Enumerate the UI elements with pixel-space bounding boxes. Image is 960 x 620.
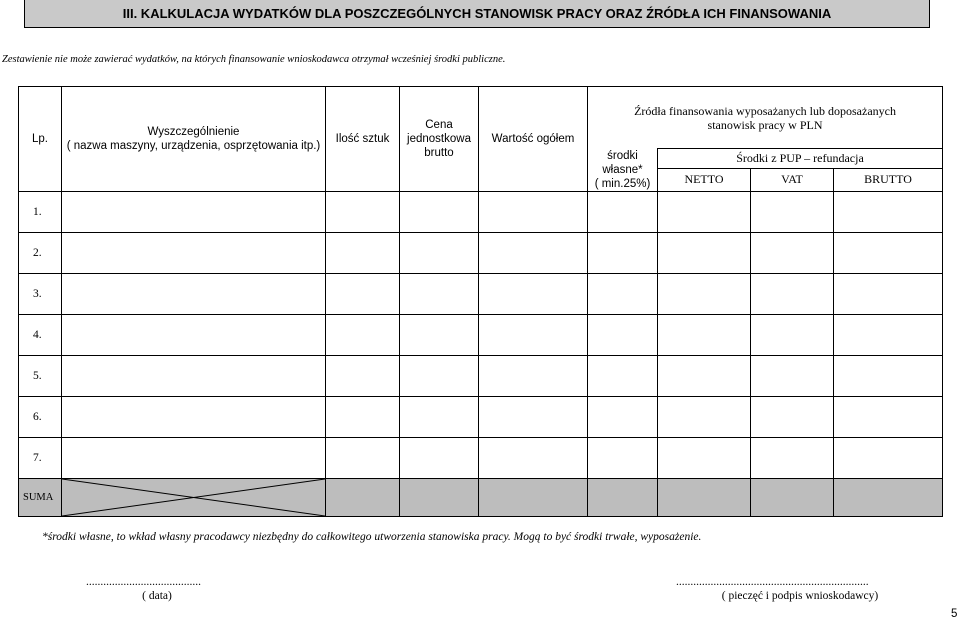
cell-quantity[interactable] bbox=[326, 314, 400, 355]
cell-own-funds[interactable] bbox=[588, 314, 658, 355]
cell-own-funds[interactable] bbox=[588, 396, 658, 437]
date-signature-field[interactable] bbox=[86, 575, 228, 603]
date-label: ( data) bbox=[142, 590, 172, 602]
cell-quantity[interactable] bbox=[326, 273, 400, 314]
sum-row bbox=[19, 478, 943, 516]
table-row bbox=[19, 437, 943, 478]
table-row bbox=[19, 191, 943, 232]
header-total-value: Wartość ogółem bbox=[479, 87, 588, 192]
cell-netto[interactable] bbox=[658, 232, 751, 273]
row-number: 1. bbox=[19, 191, 62, 232]
header-quantity: Ilość sztuk bbox=[326, 87, 400, 192]
cell-total-value[interactable] bbox=[479, 396, 588, 437]
sum-cell-total-value[interactable] bbox=[479, 478, 588, 516]
cell-unit-price[interactable] bbox=[400, 273, 479, 314]
cell-description[interactable] bbox=[62, 437, 326, 478]
cell-own-funds[interactable] bbox=[588, 273, 658, 314]
cell-quantity[interactable] bbox=[326, 191, 400, 232]
cell-unit-price[interactable] bbox=[400, 314, 479, 355]
header-lp: Lp. bbox=[19, 87, 62, 192]
row-number: 5. bbox=[19, 355, 62, 396]
cell-netto[interactable] bbox=[658, 355, 751, 396]
calculation-table bbox=[18, 86, 943, 517]
cross-out-mark bbox=[62, 479, 325, 516]
cell-brutto[interactable] bbox=[834, 396, 943, 437]
sum-cell-brutto[interactable] bbox=[834, 478, 943, 516]
cell-description[interactable] bbox=[62, 355, 326, 396]
header-row-1 bbox=[19, 87, 943, 149]
cell-description[interactable] bbox=[62, 396, 326, 437]
date-dotted-line: ........................................ bbox=[86, 576, 201, 588]
cell-own-funds[interactable] bbox=[588, 191, 658, 232]
cell-vat[interactable] bbox=[751, 273, 834, 314]
cell-description[interactable] bbox=[62, 232, 326, 273]
cell-vat[interactable] bbox=[751, 314, 834, 355]
stamp-label: ( pieczęć i podpis wnioskodawcy) bbox=[721, 590, 879, 602]
header-unit-price: Cena jednostkowa brutto bbox=[400, 87, 479, 192]
stamp-dotted-line: ................................................................... bbox=[676, 576, 869, 588]
cell-own-funds[interactable] bbox=[588, 232, 658, 273]
cell-description[interactable] bbox=[62, 314, 326, 355]
cell-quantity[interactable] bbox=[326, 396, 400, 437]
sum-cell-netto[interactable] bbox=[658, 478, 751, 516]
cell-vat[interactable] bbox=[751, 355, 834, 396]
cell-description[interactable] bbox=[62, 273, 326, 314]
cell-vat[interactable] bbox=[751, 396, 834, 437]
cell-total-value[interactable] bbox=[479, 191, 588, 232]
table-row bbox=[19, 396, 943, 437]
row-number: 2. bbox=[19, 232, 62, 273]
cell-quantity[interactable] bbox=[326, 355, 400, 396]
sum-label: SUMA bbox=[19, 478, 62, 516]
cell-vat[interactable] bbox=[751, 232, 834, 273]
cell-own-funds[interactable] bbox=[588, 437, 658, 478]
table-row bbox=[19, 314, 943, 355]
cell-brutto[interactable] bbox=[834, 355, 943, 396]
cell-total-value[interactable] bbox=[479, 437, 588, 478]
cell-unit-price[interactable] bbox=[400, 396, 479, 437]
sum-cell-quantity[interactable] bbox=[326, 478, 400, 516]
cell-netto[interactable] bbox=[658, 396, 751, 437]
header-pup-refund: Środki z PUP – refundacja bbox=[658, 149, 943, 169]
row-number: 4. bbox=[19, 314, 62, 355]
own-funds-footnote: *środki własne, to wkład własny pracodawcy niezbędny do całkowitego utworzenia stanowiska pracy. Mogą to być środki trwałe, wyposażenie. bbox=[42, 531, 702, 543]
cell-netto[interactable] bbox=[658, 314, 751, 355]
header-vat: VAT bbox=[751, 169, 834, 191]
cell-total-value[interactable] bbox=[479, 273, 588, 314]
cell-netto[interactable] bbox=[658, 273, 751, 314]
table-row bbox=[19, 232, 943, 273]
header-funding-sources: Źródła finansowania wyposażanych lub doposażanych stanowisk pracy w PLN bbox=[588, 87, 943, 149]
header-own-funds: środki własne* ( min.25%) bbox=[588, 149, 658, 192]
row-number: 3. bbox=[19, 273, 62, 314]
cell-total-value[interactable] bbox=[479, 314, 588, 355]
row-number: 7. bbox=[19, 437, 62, 478]
section-title: III. KALKULACJA WYDATKÓW DLA POSZCZEGÓLNYCH STANOWISK PRACY ORAZ ŹRÓDŁA ICH FINANSOWANIA bbox=[24, 0, 930, 28]
cell-vat[interactable] bbox=[751, 191, 834, 232]
cell-unit-price[interactable] bbox=[400, 191, 479, 232]
eligibility-note: Zestawienie nie może zawierać wydatków, na których finansowanie wnioskodawca otrzymał wcześniej środki publiczne. bbox=[2, 54, 506, 65]
sum-cell-vat[interactable] bbox=[751, 478, 834, 516]
table-row bbox=[19, 273, 943, 314]
cell-netto[interactable] bbox=[658, 437, 751, 478]
cell-unit-price[interactable] bbox=[400, 437, 479, 478]
cell-brutto[interactable] bbox=[834, 191, 943, 232]
cell-unit-price[interactable] bbox=[400, 355, 479, 396]
cell-total-value[interactable] bbox=[479, 232, 588, 273]
cell-description[interactable] bbox=[62, 191, 326, 232]
header-netto: NETTO bbox=[658, 169, 751, 191]
row-number: 6. bbox=[19, 396, 62, 437]
calculation-table-wrapper bbox=[18, 86, 942, 517]
cell-total-value[interactable] bbox=[479, 355, 588, 396]
header-description: Wyszczególnienie ( nazwa maszyny, urządzenia, osprzętowania itp.) bbox=[62, 87, 326, 192]
cell-own-funds[interactable] bbox=[588, 355, 658, 396]
cell-brutto[interactable] bbox=[834, 273, 943, 314]
sum-cell-unit-price[interactable] bbox=[400, 478, 479, 516]
cell-quantity[interactable] bbox=[326, 232, 400, 273]
sum-cell-crossed-description bbox=[62, 478, 326, 516]
page-number: 5 bbox=[951, 608, 958, 620]
table-row bbox=[19, 355, 943, 396]
cell-quantity[interactable] bbox=[326, 437, 400, 478]
cell-brutto[interactable] bbox=[834, 314, 943, 355]
cell-unit-price[interactable] bbox=[400, 232, 479, 273]
cell-brutto[interactable] bbox=[834, 437, 943, 478]
cell-vat[interactable] bbox=[751, 437, 834, 478]
sum-cell-own-funds[interactable] bbox=[588, 478, 658, 516]
stamp-signature-field[interactable] bbox=[676, 575, 924, 603]
header-brutto: BRUTTO bbox=[834, 169, 943, 191]
cell-brutto[interactable] bbox=[834, 232, 943, 273]
cell-netto[interactable] bbox=[658, 191, 751, 232]
